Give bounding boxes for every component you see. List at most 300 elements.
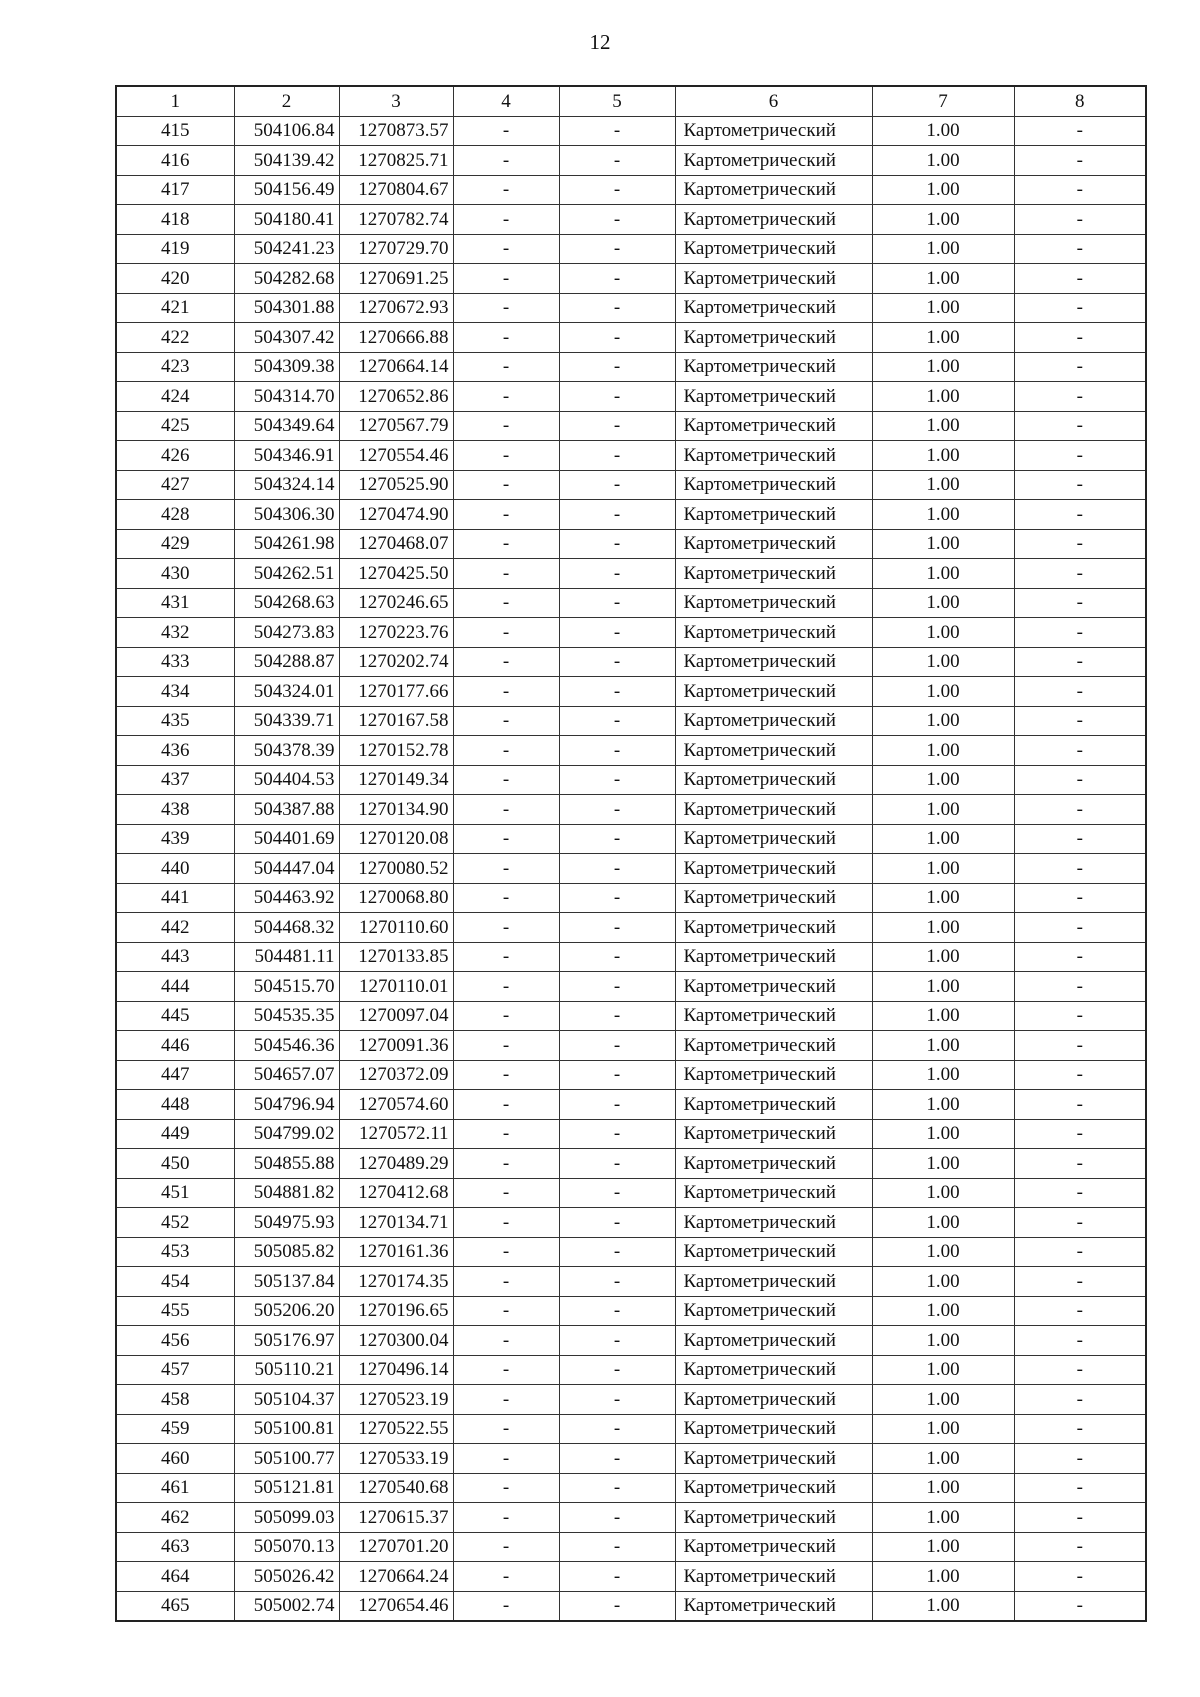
y-coordinate-cell: 1270080.52 (339, 854, 453, 884)
table-row (116, 441, 1146, 471)
accuracy-cell: 1.00 (872, 323, 1014, 353)
x-coordinate-cell: 505176.97 (234, 1326, 339, 1356)
method-cell: Картометрический (675, 618, 872, 648)
y-coordinate-cell: 1270120.08 (339, 824, 453, 854)
x-coordinate-cell: 505100.81 (234, 1414, 339, 1444)
col8-cell: - (1014, 264, 1146, 294)
col5-cell: - (559, 618, 675, 648)
col5-cell: - (559, 647, 675, 677)
col4-cell: - (453, 529, 559, 559)
x-coordinate-cell: 504309.38 (234, 352, 339, 382)
point-number-cell: 461 (116, 1473, 234, 1503)
accuracy-cell: 1.00 (872, 1001, 1014, 1031)
col4-cell: - (453, 913, 559, 943)
point-number-cell: 436 (116, 736, 234, 766)
x-coordinate-cell: 505099.03 (234, 1503, 339, 1533)
y-coordinate-cell: 1270873.57 (339, 116, 453, 146)
point-number-cell: 434 (116, 677, 234, 707)
col5-cell: - (559, 1001, 675, 1031)
col5-cell: - (559, 352, 675, 382)
col8-cell: - (1014, 706, 1146, 736)
col4-cell: - (453, 1149, 559, 1179)
y-coordinate-cell: 1270672.93 (339, 293, 453, 323)
accuracy-cell: 1.00 (872, 736, 1014, 766)
col5-cell: - (559, 1473, 675, 1503)
col8-cell: - (1014, 1473, 1146, 1503)
point-number-cell: 452 (116, 1208, 234, 1238)
col8-cell: - (1014, 1208, 1146, 1238)
method-cell: Картометрический (675, 1060, 872, 1090)
col8-cell: - (1014, 824, 1146, 854)
accuracy-cell: 1.00 (872, 972, 1014, 1002)
coordinates-table (115, 85, 1147, 1622)
method-cell: Картометрический (675, 1473, 872, 1503)
method-cell: Картометрический (675, 382, 872, 412)
col4-cell: - (453, 470, 559, 500)
y-coordinate-cell: 1270300.04 (339, 1326, 453, 1356)
col5-cell: - (559, 529, 675, 559)
method-cell: Картометрический (675, 1090, 872, 1120)
accuracy-cell: 1.00 (872, 1296, 1014, 1326)
point-number-cell: 454 (116, 1267, 234, 1297)
point-number-cell: 462 (116, 1503, 234, 1533)
y-coordinate-cell: 1270554.46 (339, 441, 453, 471)
col5-cell: - (559, 1031, 675, 1061)
col4-cell: - (453, 854, 559, 884)
point-number-cell: 446 (116, 1031, 234, 1061)
col4-cell: - (453, 1355, 559, 1385)
col8-cell: - (1014, 1296, 1146, 1326)
method-cell: Картометрический (675, 205, 872, 235)
point-number-cell: 416 (116, 146, 234, 176)
point-number-cell: 464 (116, 1562, 234, 1592)
y-coordinate-cell: 1270152.78 (339, 736, 453, 766)
col8-cell: - (1014, 972, 1146, 1002)
point-number-cell: 447 (116, 1060, 234, 1090)
col8-cell: - (1014, 441, 1146, 471)
table-row (116, 647, 1146, 677)
point-number-cell: 438 (116, 795, 234, 825)
col5-cell: - (559, 883, 675, 913)
x-coordinate-cell: 504468.32 (234, 913, 339, 943)
table-row (116, 1208, 1146, 1238)
y-coordinate-cell: 1270533.19 (339, 1444, 453, 1474)
point-number-cell: 423 (116, 352, 234, 382)
col4-cell: - (453, 647, 559, 677)
table-row (116, 293, 1146, 323)
table-row (116, 1178, 1146, 1208)
accuracy-cell: 1.00 (872, 205, 1014, 235)
method-cell: Картометрический (675, 706, 872, 736)
method-cell: Картометрический (675, 1178, 872, 1208)
point-number-cell: 459 (116, 1414, 234, 1444)
col5-cell: - (559, 1326, 675, 1356)
table-row (116, 1326, 1146, 1356)
x-coordinate-cell: 504378.39 (234, 736, 339, 766)
x-coordinate-cell: 504546.36 (234, 1031, 339, 1061)
method-cell: Картометрический (675, 116, 872, 146)
accuracy-cell: 1.00 (872, 1237, 1014, 1267)
col4-cell: - (453, 1001, 559, 1031)
col8-cell: - (1014, 175, 1146, 205)
accuracy-cell: 1.00 (872, 116, 1014, 146)
col4-cell: - (453, 1503, 559, 1533)
method-cell: Картометрический (675, 1591, 872, 1621)
col8-cell: - (1014, 736, 1146, 766)
y-coordinate-cell: 1270701.20 (339, 1532, 453, 1562)
col5-cell: - (559, 500, 675, 530)
col4-cell: - (453, 883, 559, 913)
y-coordinate-cell: 1270652.86 (339, 382, 453, 412)
x-coordinate-cell: 504401.69 (234, 824, 339, 854)
method-cell: Картометрический (675, 323, 872, 353)
x-coordinate-cell: 504481.11 (234, 942, 339, 972)
col8-cell: - (1014, 559, 1146, 589)
table-row (116, 205, 1146, 235)
col5-cell: - (559, 559, 675, 589)
col8-cell: - (1014, 470, 1146, 500)
x-coordinate-cell: 504881.82 (234, 1178, 339, 1208)
table-row (116, 1503, 1146, 1533)
accuracy-cell: 1.00 (872, 1444, 1014, 1474)
x-coordinate-cell: 504139.42 (234, 146, 339, 176)
method-cell: Картометрический (675, 854, 872, 884)
table-row (116, 618, 1146, 648)
col4-cell: - (453, 559, 559, 589)
column-header: 3 (339, 86, 453, 116)
accuracy-cell: 1.00 (872, 1060, 1014, 1090)
table-row (116, 1532, 1146, 1562)
x-coordinate-cell: 504975.93 (234, 1208, 339, 1238)
method-cell: Картометрический (675, 146, 872, 176)
point-number-cell: 432 (116, 618, 234, 648)
table-row (116, 942, 1146, 972)
col4-cell: - (453, 795, 559, 825)
y-coordinate-cell: 1270804.67 (339, 175, 453, 205)
accuracy-cell: 1.00 (872, 1149, 1014, 1179)
table-row (116, 677, 1146, 707)
x-coordinate-cell: 504535.35 (234, 1001, 339, 1031)
point-number-cell: 437 (116, 765, 234, 795)
point-number-cell: 435 (116, 706, 234, 736)
col8-cell: - (1014, 500, 1146, 530)
col5-cell: - (559, 942, 675, 972)
table-row (116, 116, 1146, 146)
y-coordinate-cell: 1270664.24 (339, 1562, 453, 1592)
col8-cell: - (1014, 411, 1146, 441)
table-row (116, 382, 1146, 412)
table-row (116, 411, 1146, 441)
x-coordinate-cell: 504106.84 (234, 116, 339, 146)
table-row (116, 146, 1146, 176)
table-row (116, 1414, 1146, 1444)
y-coordinate-cell: 1270167.58 (339, 706, 453, 736)
col5-cell: - (559, 736, 675, 766)
col4-cell: - (453, 175, 559, 205)
accuracy-cell: 1.00 (872, 352, 1014, 382)
accuracy-cell: 1.00 (872, 1119, 1014, 1149)
y-coordinate-cell: 1270372.09 (339, 1060, 453, 1090)
page-number: 12 (589, 30, 611, 54)
col5-cell: - (559, 293, 675, 323)
table-row (116, 1355, 1146, 1385)
method-cell: Картометрический (675, 795, 872, 825)
y-coordinate-cell: 1270246.65 (339, 588, 453, 618)
method-cell: Картометрический (675, 293, 872, 323)
col5-cell: - (559, 175, 675, 205)
col5-cell: - (559, 1444, 675, 1474)
y-coordinate-cell: 1270691.25 (339, 264, 453, 294)
method-cell: Картометрический (675, 1296, 872, 1326)
table-row (116, 1385, 1146, 1415)
table-row (116, 706, 1146, 736)
table-row (116, 1001, 1146, 1031)
col8-cell: - (1014, 1178, 1146, 1208)
method-cell: Картометрический (675, 677, 872, 707)
point-number-cell: 427 (116, 470, 234, 500)
col5-cell: - (559, 765, 675, 795)
table-row (116, 913, 1146, 943)
col5-cell: - (559, 677, 675, 707)
table-row (116, 883, 1146, 913)
method-cell: Картометрический (675, 470, 872, 500)
y-coordinate-cell: 1270202.74 (339, 647, 453, 677)
point-number-cell: 443 (116, 942, 234, 972)
col4-cell: - (453, 1119, 559, 1149)
col8-cell: - (1014, 1355, 1146, 1385)
col8-cell: - (1014, 1237, 1146, 1267)
col5-cell: - (559, 116, 675, 146)
y-coordinate-cell: 1270174.35 (339, 1267, 453, 1297)
method-cell: Картометрический (675, 1414, 872, 1444)
col5-cell: - (559, 205, 675, 235)
point-number-cell: 439 (116, 824, 234, 854)
accuracy-cell: 1.00 (872, 706, 1014, 736)
col5-cell: - (559, 706, 675, 736)
y-coordinate-cell: 1270666.88 (339, 323, 453, 353)
table-row (116, 1267, 1146, 1297)
table-row (116, 1090, 1146, 1120)
y-coordinate-cell: 1270782.74 (339, 205, 453, 235)
col4-cell: - (453, 1031, 559, 1061)
y-coordinate-cell: 1270110.60 (339, 913, 453, 943)
x-coordinate-cell: 504282.68 (234, 264, 339, 294)
x-coordinate-cell: 505100.77 (234, 1444, 339, 1474)
x-coordinate-cell: 504799.02 (234, 1119, 339, 1149)
col5-cell: - (559, 1296, 675, 1326)
accuracy-cell: 1.00 (872, 441, 1014, 471)
col5-cell: - (559, 588, 675, 618)
accuracy-cell: 1.00 (872, 883, 1014, 913)
col5-cell: - (559, 1267, 675, 1297)
table-header-row (116, 86, 1146, 116)
x-coordinate-cell: 505137.84 (234, 1267, 339, 1297)
table-row (116, 1591, 1146, 1621)
table-row (116, 1237, 1146, 1267)
x-coordinate-cell: 504268.63 (234, 588, 339, 618)
col5-cell: - (559, 913, 675, 943)
y-coordinate-cell: 1270068.80 (339, 883, 453, 913)
table-row (116, 1296, 1146, 1326)
point-number-cell: 449 (116, 1119, 234, 1149)
col8-cell: - (1014, 677, 1146, 707)
column-header: 1 (116, 86, 234, 116)
col5-cell: - (559, 441, 675, 471)
accuracy-cell: 1.00 (872, 1414, 1014, 1444)
point-number-cell: 419 (116, 234, 234, 264)
table-row (116, 323, 1146, 353)
col8-cell: - (1014, 1385, 1146, 1415)
table-row (116, 824, 1146, 854)
y-coordinate-cell: 1270496.14 (339, 1355, 453, 1385)
point-number-cell: 430 (116, 559, 234, 589)
x-coordinate-cell: 504301.88 (234, 293, 339, 323)
col8-cell: - (1014, 1119, 1146, 1149)
table-row (116, 559, 1146, 589)
col4-cell: - (453, 736, 559, 766)
accuracy-cell: 1.00 (872, 1326, 1014, 1356)
col8-cell: - (1014, 382, 1146, 412)
x-coordinate-cell: 504796.94 (234, 1090, 339, 1120)
col5-cell: - (559, 824, 675, 854)
col8-cell: - (1014, 1149, 1146, 1179)
table-row (116, 234, 1146, 264)
method-cell: Картометрический (675, 441, 872, 471)
col5-cell: - (559, 1178, 675, 1208)
accuracy-cell: 1.00 (872, 677, 1014, 707)
point-number-cell: 428 (116, 500, 234, 530)
y-coordinate-cell: 1270133.85 (339, 942, 453, 972)
point-number-cell: 453 (116, 1237, 234, 1267)
point-number-cell: 442 (116, 913, 234, 943)
method-cell: Картометрический (675, 1149, 872, 1179)
col5-cell: - (559, 972, 675, 1002)
method-cell: Картометрический (675, 883, 872, 913)
point-number-cell: 440 (116, 854, 234, 884)
table-row (116, 1119, 1146, 1149)
x-coordinate-cell: 505070.13 (234, 1532, 339, 1562)
table-row (116, 500, 1146, 530)
accuracy-cell: 1.00 (872, 942, 1014, 972)
col8-cell: - (1014, 1267, 1146, 1297)
x-coordinate-cell: 505110.21 (234, 1355, 339, 1385)
col4-cell: - (453, 411, 559, 441)
column-header: 8 (1014, 86, 1146, 116)
accuracy-cell: 1.00 (872, 1267, 1014, 1297)
col4-cell: - (453, 1532, 559, 1562)
accuracy-cell: 1.00 (872, 1355, 1014, 1385)
point-number-cell: 420 (116, 264, 234, 294)
col4-cell: - (453, 618, 559, 648)
x-coordinate-cell: 505206.20 (234, 1296, 339, 1326)
method-cell: Картометрический (675, 1031, 872, 1061)
y-coordinate-cell: 1270134.90 (339, 795, 453, 825)
col8-cell: - (1014, 588, 1146, 618)
x-coordinate-cell: 504657.07 (234, 1060, 339, 1090)
col5-cell: - (559, 470, 675, 500)
x-coordinate-cell: 504273.83 (234, 618, 339, 648)
point-number-cell: 418 (116, 205, 234, 235)
table-row (116, 470, 1146, 500)
accuracy-cell: 1.00 (872, 795, 1014, 825)
x-coordinate-cell: 504349.64 (234, 411, 339, 441)
y-coordinate-cell: 1270134.71 (339, 1208, 453, 1238)
y-coordinate-cell: 1270474.90 (339, 500, 453, 530)
accuracy-cell: 1.00 (872, 146, 1014, 176)
col4-cell: - (453, 264, 559, 294)
x-coordinate-cell: 504261.98 (234, 529, 339, 559)
col5-cell: - (559, 1060, 675, 1090)
col4-cell: - (453, 1591, 559, 1621)
col8-cell: - (1014, 1503, 1146, 1533)
accuracy-cell: 1.00 (872, 500, 1014, 530)
x-coordinate-cell: 504463.92 (234, 883, 339, 913)
method-cell: Картометрический (675, 1119, 872, 1149)
method-cell: Картометрический (675, 411, 872, 441)
col5-cell: - (559, 1208, 675, 1238)
method-cell: Картометрический (675, 1001, 872, 1031)
col4-cell: - (453, 1473, 559, 1503)
accuracy-cell: 1.00 (872, 1503, 1014, 1533)
col5-cell: - (559, 411, 675, 441)
col8-cell: - (1014, 352, 1146, 382)
method-cell: Картометрический (675, 500, 872, 530)
x-coordinate-cell: 504180.41 (234, 205, 339, 235)
method-cell: Картометрический (675, 765, 872, 795)
method-cell: Картометрический (675, 824, 872, 854)
accuracy-cell: 1.00 (872, 1473, 1014, 1503)
accuracy-cell: 1.00 (872, 824, 1014, 854)
y-coordinate-cell: 1270729.70 (339, 234, 453, 264)
y-coordinate-cell: 1270654.46 (339, 1591, 453, 1621)
table-row (116, 854, 1146, 884)
method-cell: Картометрический (675, 1267, 872, 1297)
y-coordinate-cell: 1270567.79 (339, 411, 453, 441)
accuracy-cell: 1.00 (872, 470, 1014, 500)
x-coordinate-cell: 505104.37 (234, 1385, 339, 1415)
point-number-cell: 444 (116, 972, 234, 1002)
table-row (116, 1562, 1146, 1592)
col4-cell: - (453, 1385, 559, 1415)
col4-cell: - (453, 352, 559, 382)
col8-cell: - (1014, 323, 1146, 353)
col4-cell: - (453, 1326, 559, 1356)
point-number-cell: 431 (116, 588, 234, 618)
method-cell: Картометрический (675, 1355, 872, 1385)
col4-cell: - (453, 234, 559, 264)
point-number-cell: 424 (116, 382, 234, 412)
y-coordinate-cell: 1270825.71 (339, 146, 453, 176)
col4-cell: - (453, 205, 559, 235)
y-coordinate-cell: 1270110.01 (339, 972, 453, 1002)
method-cell: Картометрический (675, 559, 872, 589)
col5-cell: - (559, 323, 675, 353)
point-number-cell: 433 (116, 647, 234, 677)
x-coordinate-cell: 504339.71 (234, 706, 339, 736)
method-cell: Картометрический (675, 352, 872, 382)
col4-cell: - (453, 1178, 559, 1208)
point-number-cell: 448 (116, 1090, 234, 1120)
col4-cell: - (453, 1060, 559, 1090)
point-number-cell: 445 (116, 1001, 234, 1031)
x-coordinate-cell: 505085.82 (234, 1237, 339, 1267)
col8-cell: - (1014, 883, 1146, 913)
method-cell: Картометрический (675, 1385, 872, 1415)
col4-cell: - (453, 116, 559, 146)
point-number-cell: 422 (116, 323, 234, 353)
col4-cell: - (453, 1414, 559, 1444)
table-row (116, 529, 1146, 559)
